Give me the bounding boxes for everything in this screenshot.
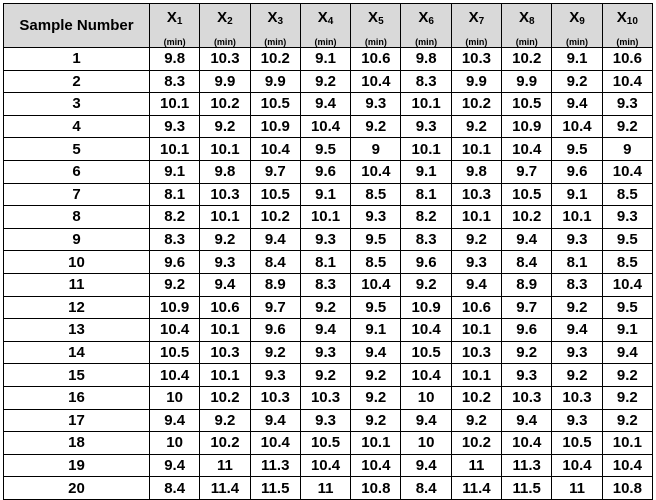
value-cell-x10: 9.5 <box>602 228 652 251</box>
value-cell-x6: 8.3 <box>401 70 451 93</box>
sample-number-cell: 11 <box>4 273 150 296</box>
column-var: X <box>616 9 627 26</box>
value-cell-x6: 9.8 <box>401 48 451 71</box>
value-cell-x3: 10.3 <box>250 386 300 409</box>
value-cell-x4: 9.4 <box>300 319 350 342</box>
value-cell-x9: 8.3 <box>552 273 602 296</box>
value-cell-x3: 9.4 <box>250 228 300 251</box>
value-cell-x8: 10.2 <box>502 206 552 229</box>
value-cell-x4: 9.1 <box>300 183 350 206</box>
value-cell-x8: 10.9 <box>502 115 552 138</box>
value-cell-x7: 9.8 <box>451 160 501 183</box>
value-cell-x7: 10.6 <box>451 296 501 319</box>
table-row <box>4 296 653 319</box>
value-cell-x1: 10.4 <box>150 364 200 387</box>
sample-number-cell: 13 <box>4 319 150 342</box>
value-cell-x8: 10.3 <box>502 386 552 409</box>
table-row <box>4 477 653 500</box>
column-var: X <box>569 9 580 26</box>
value-cell-x7: 9.9 <box>451 70 501 93</box>
value-cell-x9: 9.2 <box>552 364 602 387</box>
value-cell-x2: 10.1 <box>200 364 250 387</box>
column-header-x10 <box>602 4 652 48</box>
value-cell-x1: 9.8 <box>150 48 200 71</box>
sample-data-table <box>3 3 653 500</box>
value-cell-x10: 8.5 <box>602 183 652 206</box>
column-unit: (min) <box>264 37 287 47</box>
column-unit: (min) <box>566 37 589 47</box>
value-cell-x8: 10.2 <box>502 48 552 71</box>
value-cell-x8: 8.9 <box>502 273 552 296</box>
value-cell-x6: 10.9 <box>401 296 451 319</box>
column-var: X <box>518 9 529 26</box>
table-row <box>4 115 653 138</box>
value-cell-x5: 9.3 <box>351 93 401 116</box>
value-cell-x9: 9.2 <box>552 296 602 319</box>
value-cell-x6: 8.4 <box>401 477 451 500</box>
value-cell-x7: 9.2 <box>451 115 501 138</box>
sample-number-cell: 3 <box>4 93 150 116</box>
value-cell-x2: 10.2 <box>200 432 250 455</box>
value-cell-x5: 10.4 <box>351 273 401 296</box>
value-cell-x5: 9.1 <box>351 319 401 342</box>
column-unit: (min) <box>616 37 639 47</box>
value-cell-x6: 8.3 <box>401 228 451 251</box>
value-cell-x2: 10.1 <box>200 206 250 229</box>
value-cell-x4: 9.4 <box>300 93 350 116</box>
value-cell-x2: 10.6 <box>200 296 250 319</box>
value-cell-x3: 10.2 <box>250 206 300 229</box>
value-cell-x2: 9.2 <box>200 228 250 251</box>
column-header-x9 <box>552 4 602 48</box>
column-unit: (min) <box>213 37 236 47</box>
value-cell-x3: 10.4 <box>250 432 300 455</box>
value-cell-x7: 10.2 <box>451 386 501 409</box>
column-subscript: 9 <box>579 16 585 27</box>
column-header-x1 <box>150 4 200 48</box>
value-cell-x9: 9.1 <box>552 183 602 206</box>
value-cell-x6: 9.4 <box>401 409 451 432</box>
value-cell-x2: 9.8 <box>200 160 250 183</box>
value-cell-x1: 10.4 <box>150 319 200 342</box>
value-cell-x1: 10 <box>150 386 200 409</box>
sample-number-cell: 14 <box>4 341 150 364</box>
value-cell-x7: 9.2 <box>451 228 501 251</box>
value-cell-x4: 9.5 <box>300 138 350 161</box>
value-cell-x7: 10.1 <box>451 138 501 161</box>
table-row <box>4 454 653 477</box>
value-cell-x4: 10.4 <box>300 454 350 477</box>
column-subscript: 2 <box>227 16 233 27</box>
value-cell-x8: 10.5 <box>502 93 552 116</box>
value-cell-x10: 9.2 <box>602 409 652 432</box>
value-cell-x2: 10.1 <box>200 319 250 342</box>
column-unit: (min) <box>364 37 387 47</box>
value-cell-x4: 9.6 <box>300 160 350 183</box>
value-cell-x2: 10.3 <box>200 341 250 364</box>
value-cell-x7: 11.4 <box>451 477 501 500</box>
sample-number-cell: 1 <box>4 48 150 71</box>
column-subscript: 4 <box>327 16 334 27</box>
value-cell-x3: 10.5 <box>250 183 300 206</box>
column-var: X <box>368 9 379 26</box>
value-cell-x2: 9.9 <box>200 70 250 93</box>
sample-number-cell: 9 <box>4 228 150 251</box>
column-header-x5 <box>351 4 401 48</box>
value-cell-x5: 10.8 <box>351 477 401 500</box>
value-cell-x7: 10.2 <box>451 432 501 455</box>
value-cell-x1: 8.3 <box>150 228 200 251</box>
value-cell-x10: 9.2 <box>602 386 652 409</box>
value-cell-x5: 9.2 <box>351 409 401 432</box>
value-cell-x8: 10.4 <box>502 432 552 455</box>
value-cell-x4: 9.2 <box>300 364 350 387</box>
value-cell-x2: 9.2 <box>200 115 250 138</box>
table-row <box>4 364 653 387</box>
column-header-x8 <box>502 4 552 48</box>
table-row <box>4 160 653 183</box>
table-row <box>4 138 653 161</box>
value-cell-x10: 10.4 <box>602 160 652 183</box>
value-cell-x9: 9.4 <box>552 93 602 116</box>
value-cell-x9: 9.4 <box>552 319 602 342</box>
column-subscript: 1 <box>176 16 183 27</box>
sample-number-cell: 16 <box>4 386 150 409</box>
column-header-x2 <box>200 4 250 48</box>
value-cell-x2: 10.1 <box>200 138 250 161</box>
table-row <box>4 319 653 342</box>
value-cell-x10: 9 <box>602 138 652 161</box>
header-row <box>4 4 653 48</box>
value-cell-x6: 10.4 <box>401 319 451 342</box>
value-cell-x1: 8.4 <box>150 477 200 500</box>
value-cell-x6: 10.1 <box>401 138 451 161</box>
value-cell-x6: 8.2 <box>401 206 451 229</box>
value-cell-x3: 9.4 <box>250 409 300 432</box>
value-cell-x5: 9.2 <box>351 386 401 409</box>
column-subscript: 10 <box>626 16 638 27</box>
value-cell-x3: 9.7 <box>250 160 300 183</box>
column-header-x6 <box>401 4 451 48</box>
sample-number-cell: 5 <box>4 138 150 161</box>
value-cell-x9: 10.4 <box>552 454 602 477</box>
sample-number-cell: 20 <box>4 477 150 500</box>
column-unit: (min) <box>314 37 337 47</box>
value-cell-x10: 10.4 <box>602 454 652 477</box>
value-cell-x5: 9.3 <box>351 206 401 229</box>
value-cell-x5: 10.4 <box>351 70 401 93</box>
value-cell-x4: 8.1 <box>300 251 350 274</box>
value-cell-x5: 9 <box>351 138 401 161</box>
value-cell-x2: 11.4 <box>200 477 250 500</box>
value-cell-x5: 10.4 <box>351 454 401 477</box>
value-cell-x4: 10.5 <box>300 432 350 455</box>
value-cell-x4: 10.3 <box>300 386 350 409</box>
value-cell-x10: 9.2 <box>602 364 652 387</box>
value-cell-x2: 10.3 <box>200 183 250 206</box>
value-cell-x7: 10.3 <box>451 48 501 71</box>
value-cell-x3: 8.9 <box>250 273 300 296</box>
value-cell-x8: 9.4 <box>502 228 552 251</box>
value-cell-x3: 9.2 <box>250 341 300 364</box>
column-var: X <box>317 9 328 26</box>
value-cell-x2: 11 <box>200 454 250 477</box>
sample-number-cell: 6 <box>4 160 150 183</box>
value-cell-x7: 11 <box>451 454 501 477</box>
value-cell-x5: 10.4 <box>351 160 401 183</box>
value-cell-x10: 10.6 <box>602 48 652 71</box>
value-cell-x1: 8.1 <box>150 183 200 206</box>
value-cell-x8: 10.5 <box>502 183 552 206</box>
value-cell-x4: 9.2 <box>300 296 350 319</box>
value-cell-x1: 10.9 <box>150 296 200 319</box>
value-cell-x8: 9.2 <box>502 341 552 364</box>
column-subscript: 5 <box>378 16 384 27</box>
column-var: X <box>166 9 177 26</box>
value-cell-x3: 10.9 <box>250 115 300 138</box>
value-cell-x10: 9.1 <box>602 319 652 342</box>
value-cell-x10: 9.3 <box>602 93 652 116</box>
value-cell-x6: 10 <box>401 386 451 409</box>
value-cell-x1: 9.4 <box>150 454 200 477</box>
sample-number-cell: 10 <box>4 251 150 274</box>
value-cell-x9: 9.3 <box>552 341 602 364</box>
value-cell-x6: 10.1 <box>401 93 451 116</box>
value-cell-x9: 10.4 <box>552 115 602 138</box>
value-cell-x9: 9.3 <box>552 228 602 251</box>
value-cell-x10: 9.5 <box>602 296 652 319</box>
value-cell-x5: 8.5 <box>351 183 401 206</box>
value-cell-x3: 8.4 <box>250 251 300 274</box>
value-cell-x5: 10.1 <box>351 432 401 455</box>
value-cell-x5: 9.5 <box>351 296 401 319</box>
value-cell-x1: 9.4 <box>150 409 200 432</box>
column-unit: (min) <box>515 37 538 47</box>
value-cell-x2: 9.3 <box>200 251 250 274</box>
sample-number-cell: 12 <box>4 296 150 319</box>
value-cell-x3: 11.5 <box>250 477 300 500</box>
table-row <box>4 228 653 251</box>
value-cell-x4: 10.1 <box>300 206 350 229</box>
value-cell-x9: 11 <box>552 477 602 500</box>
table-row <box>4 206 653 229</box>
value-cell-x6: 10.4 <box>401 364 451 387</box>
table-row <box>4 183 653 206</box>
value-cell-x9: 9.6 <box>552 160 602 183</box>
value-cell-x9: 9.1 <box>552 48 602 71</box>
sample-number-cell: 19 <box>4 454 150 477</box>
value-cell-x5: 9.2 <box>351 115 401 138</box>
column-header-x3 <box>250 4 300 48</box>
value-cell-x9: 10.1 <box>552 206 602 229</box>
value-cell-x10: 9.2 <box>602 115 652 138</box>
sample-number-header: Sample Number <box>4 4 150 48</box>
value-cell-x3: 9.3 <box>250 364 300 387</box>
value-cell-x1: 10.5 <box>150 341 200 364</box>
value-cell-x8: 11.5 <box>502 477 552 500</box>
column-unit: (min) <box>163 37 186 47</box>
sample-number-cell: 18 <box>4 432 150 455</box>
value-cell-x1: 8.3 <box>150 70 200 93</box>
value-cell-x1: 9.1 <box>150 160 200 183</box>
sample-number-cell: 2 <box>4 70 150 93</box>
value-cell-x8: 10.4 <box>502 138 552 161</box>
value-cell-x8: 9.7 <box>502 296 552 319</box>
value-cell-x10: 10.1 <box>602 432 652 455</box>
value-cell-x7: 10.1 <box>451 206 501 229</box>
sample-number-cell: 4 <box>4 115 150 138</box>
value-cell-x4: 10.4 <box>300 115 350 138</box>
value-cell-x1: 9.6 <box>150 251 200 274</box>
value-cell-x8: 9.4 <box>502 409 552 432</box>
value-cell-x2: 10.3 <box>200 48 250 71</box>
value-cell-x3: 9.9 <box>250 70 300 93</box>
table-row <box>4 251 653 274</box>
value-cell-x7: 10.2 <box>451 93 501 116</box>
table-row <box>4 48 653 71</box>
value-cell-x7: 9.4 <box>451 273 501 296</box>
value-cell-x8: 9.3 <box>502 364 552 387</box>
column-header-x7 <box>451 4 501 48</box>
value-cell-x6: 9.6 <box>401 251 451 274</box>
column-unit: (min) <box>465 37 488 47</box>
value-cell-x1: 10 <box>150 432 200 455</box>
value-cell-x4: 9.1 <box>300 48 350 71</box>
value-cell-x4: 9.3 <box>300 341 350 364</box>
value-cell-x10: 9.3 <box>602 206 652 229</box>
value-cell-x9: 9.3 <box>552 409 602 432</box>
column-var: X <box>418 9 429 26</box>
column-unit: (min) <box>415 37 438 47</box>
value-cell-x3: 9.7 <box>250 296 300 319</box>
table-row <box>4 341 653 364</box>
sample-number-cell: 15 <box>4 364 150 387</box>
value-cell-x5: 9.4 <box>351 341 401 364</box>
value-cell-x7: 10.3 <box>451 341 501 364</box>
value-cell-x4: 9.2 <box>300 70 350 93</box>
value-cell-x1: 9.2 <box>150 273 200 296</box>
column-header-x4 <box>300 4 350 48</box>
value-cell-x5: 10.6 <box>351 48 401 71</box>
value-cell-x3: 10.5 <box>250 93 300 116</box>
value-cell-x3: 10.2 <box>250 48 300 71</box>
value-cell-x10: 9.4 <box>602 341 652 364</box>
value-cell-x7: 9.3 <box>451 251 501 274</box>
value-cell-x9: 9.2 <box>552 70 602 93</box>
value-cell-x7: 10.1 <box>451 319 501 342</box>
value-cell-x2: 10.2 <box>200 386 250 409</box>
table-row <box>4 409 653 432</box>
value-cell-x6: 9.3 <box>401 115 451 138</box>
value-cell-x3: 11.3 <box>250 454 300 477</box>
column-var: X <box>267 9 278 26</box>
value-cell-x5: 8.5 <box>351 251 401 274</box>
table-row <box>4 273 653 296</box>
value-cell-x7: 10.3 <box>451 183 501 206</box>
column-subscript: 7 <box>478 16 485 27</box>
value-cell-x4: 9.3 <box>300 409 350 432</box>
value-cell-x6: 9.4 <box>401 454 451 477</box>
table-row <box>4 70 653 93</box>
value-cell-x2: 9.2 <box>200 409 250 432</box>
value-cell-x6: 9.1 <box>401 160 451 183</box>
sample-number-cell: 7 <box>4 183 150 206</box>
value-cell-x1: 10.1 <box>150 138 200 161</box>
value-cell-x8: 8.4 <box>502 251 552 274</box>
table-row <box>4 432 653 455</box>
value-cell-x8: 9.7 <box>502 160 552 183</box>
value-cell-x6: 10 <box>401 432 451 455</box>
value-cell-x10: 8.5 <box>602 251 652 274</box>
column-subscript: 6 <box>428 16 434 27</box>
value-cell-x6: 9.2 <box>401 273 451 296</box>
value-cell-x1: 10.1 <box>150 93 200 116</box>
value-cell-x2: 10.2 <box>200 93 250 116</box>
value-cell-x6: 10.5 <box>401 341 451 364</box>
table-row <box>4 386 653 409</box>
value-cell-x9: 8.1 <box>552 251 602 274</box>
value-cell-x10: 10.4 <box>602 70 652 93</box>
column-var: X <box>468 9 479 26</box>
value-cell-x3: 10.4 <box>250 138 300 161</box>
value-cell-x7: 10.1 <box>451 364 501 387</box>
value-cell-x3: 9.6 <box>250 319 300 342</box>
value-cell-x8: 11.3 <box>502 454 552 477</box>
value-cell-x10: 10.8 <box>602 477 652 500</box>
value-cell-x2: 9.4 <box>200 273 250 296</box>
column-var: X <box>217 9 228 26</box>
table-body <box>4 48 653 500</box>
sample-number-cell: 8 <box>4 206 150 229</box>
value-cell-x8: 9.9 <box>502 70 552 93</box>
value-cell-x5: 9.2 <box>351 364 401 387</box>
value-cell-x4: 11 <box>300 477 350 500</box>
value-cell-x6: 8.1 <box>401 183 451 206</box>
value-cell-x8: 9.6 <box>502 319 552 342</box>
value-cell-x7: 9.2 <box>451 409 501 432</box>
value-cell-x9: 9.5 <box>552 138 602 161</box>
value-cell-x9: 10.3 <box>552 386 602 409</box>
column-subscript: 3 <box>277 16 284 27</box>
value-cell-x1: 9.3 <box>150 115 200 138</box>
value-cell-x1: 8.2 <box>150 206 200 229</box>
value-cell-x9: 10.5 <box>552 432 602 455</box>
column-subscript: 8 <box>528 16 535 27</box>
value-cell-x4: 9.3 <box>300 228 350 251</box>
value-cell-x4: 8.3 <box>300 273 350 296</box>
sample-number-cell: 17 <box>4 409 150 432</box>
table-row <box>4 93 653 116</box>
value-cell-x5: 9.5 <box>351 228 401 251</box>
value-cell-x10: 10.4 <box>602 273 652 296</box>
